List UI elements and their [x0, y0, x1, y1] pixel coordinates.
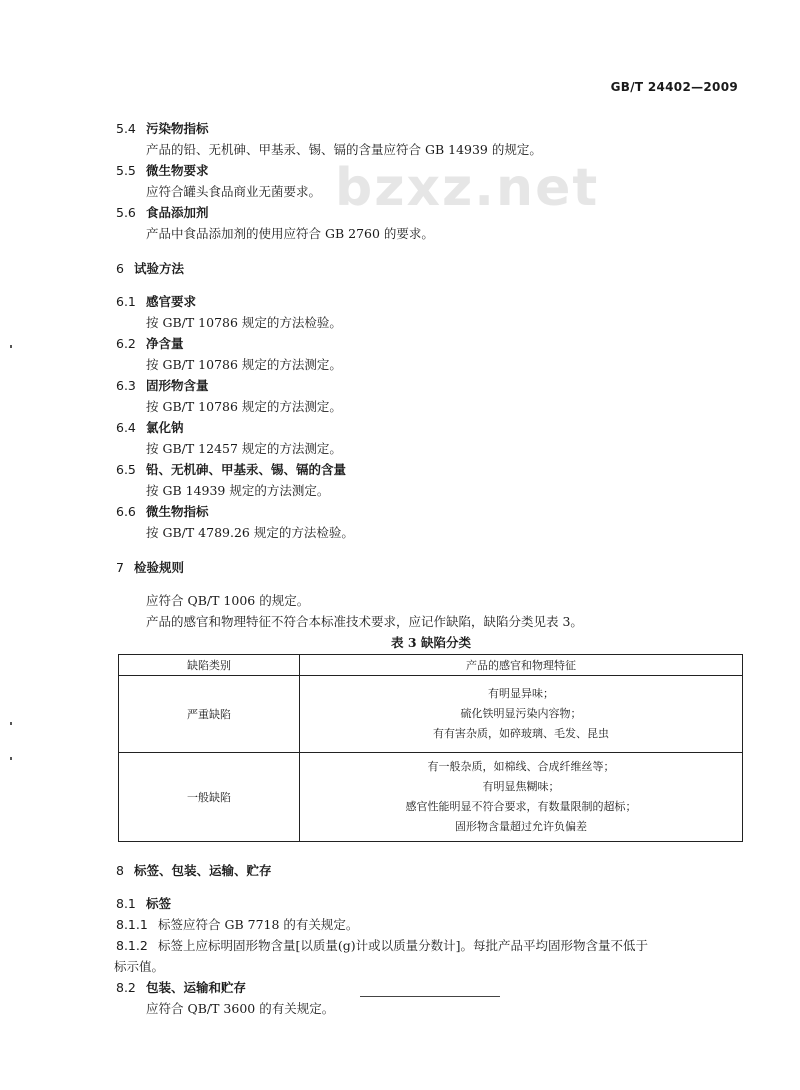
clause-text: 产品的感官和物理特征不符合本标准技术要求，应记作缺陷，缺陷分类见表 3。 [146, 614, 583, 629]
clause-heading: 6.4 氯化钠 [116, 420, 184, 435]
defect-features [300, 753, 743, 842]
clause-heading: 6.2 净含量 [116, 336, 184, 351]
clause-heading: 5.5 微生物要求 [116, 163, 209, 178]
clause-text: 按 GB/T 10786 规定的方法测定。 [146, 399, 342, 414]
clause-text: 按 GB/T 10786 规定的方法检验。 [146, 315, 342, 330]
feature-line: 感官性能明显不符合要求，有数量限制的超标； [405, 800, 637, 813]
clause-text: 按 GB/T 12457 规定的方法测定。 [146, 441, 342, 456]
clause-text: 按 GB 14939 规定的方法测定。 [146, 483, 330, 498]
feature-line: 固形物含量超过允许负偏差 [455, 820, 587, 833]
feature-line: 有一般杂质，如棉线、合成纤维丝等； [427, 760, 615, 773]
scan-mark [10, 757, 12, 760]
clause-heading: 5.6 食品添加剂 [116, 205, 209, 220]
end-rule [360, 996, 500, 997]
document-body [116, 118, 746, 1019]
section-heading: 7 检验规则 [116, 560, 185, 575]
watermark: bzxz.net [335, 158, 600, 218]
clause-heading: 6.3 固形物含量 [116, 378, 209, 393]
clause-heading: 6.1 感官要求 [116, 294, 197, 309]
feature-line: 有明显异味； [488, 687, 554, 700]
clause-text: 产品中食品添加剂的使用应符合 GB 2760 的要求。 [146, 226, 434, 241]
feature-line: 硫化铁明显污染内容物； [460, 707, 582, 720]
clause-text: 按 GB/T 4789.26 规定的方法检验。 [146, 525, 354, 540]
clause-text: 应符合 QB/T 3600 的有关规定。 [146, 1001, 335, 1016]
clause-heading: 5.4 污染物指标 [116, 121, 209, 136]
standard-number: GB/T 24402—2009 [610, 80, 738, 94]
clause-text: 8.1.2 标签上应标明固形物含量[以质量(g)计或以质量分数计]。每批产品平均固形物含量不低于 [116, 938, 649, 953]
clause-heading: 8.1 标签 [116, 896, 172, 911]
scan-mark [10, 722, 12, 725]
clause-text: 应符合罐头食品商业无菌要求。 [146, 184, 322, 199]
feature-line: 有明显焦糊味； [482, 780, 560, 793]
defect-classification-table [118, 654, 743, 842]
table-row [119, 676, 743, 753]
table-caption: 表 3 缺陷分类 [391, 635, 471, 650]
feature-line: 有有害杂质，如碎玻璃、毛发、昆虫 [433, 727, 609, 740]
scan-mark [10, 345, 12, 348]
clause-text: 应符合 QB/T 1006 的规定。 [146, 593, 310, 608]
clause-heading: 8.2 包装、运输和贮存 [116, 980, 247, 995]
table-header-row [119, 655, 743, 676]
table-row [119, 753, 743, 842]
clause-text: 按 GB/T 10786 规定的方法测定。 [146, 357, 342, 372]
defect-features [300, 676, 743, 753]
defect-category: 一般缺陷 [119, 753, 300, 842]
clause-heading: 6.5 铅、无机砷、甲基汞、锡、镉的含量 [116, 462, 347, 477]
column-header: 产品的感官和物理特征 [300, 655, 743, 676]
section-heading: 8 标签、包装、运输、贮存 [116, 863, 272, 878]
clause-text: 8.1.1 标签应符合 GB 7718 的有关规定。 [116, 917, 359, 932]
clause-heading: 6.6 微生物指标 [116, 504, 209, 519]
column-header: 缺陷类别 [119, 655, 300, 676]
defect-category: 严重缺陷 [119, 676, 300, 753]
section-heading: 6 试验方法 [116, 261, 185, 276]
clause-text: 产品的铅、无机砷、甲基汞、锡、镉的含量应符合 GB 14939 的规定。 [146, 142, 542, 157]
clause-text-continued: 标示值。 [114, 959, 165, 974]
